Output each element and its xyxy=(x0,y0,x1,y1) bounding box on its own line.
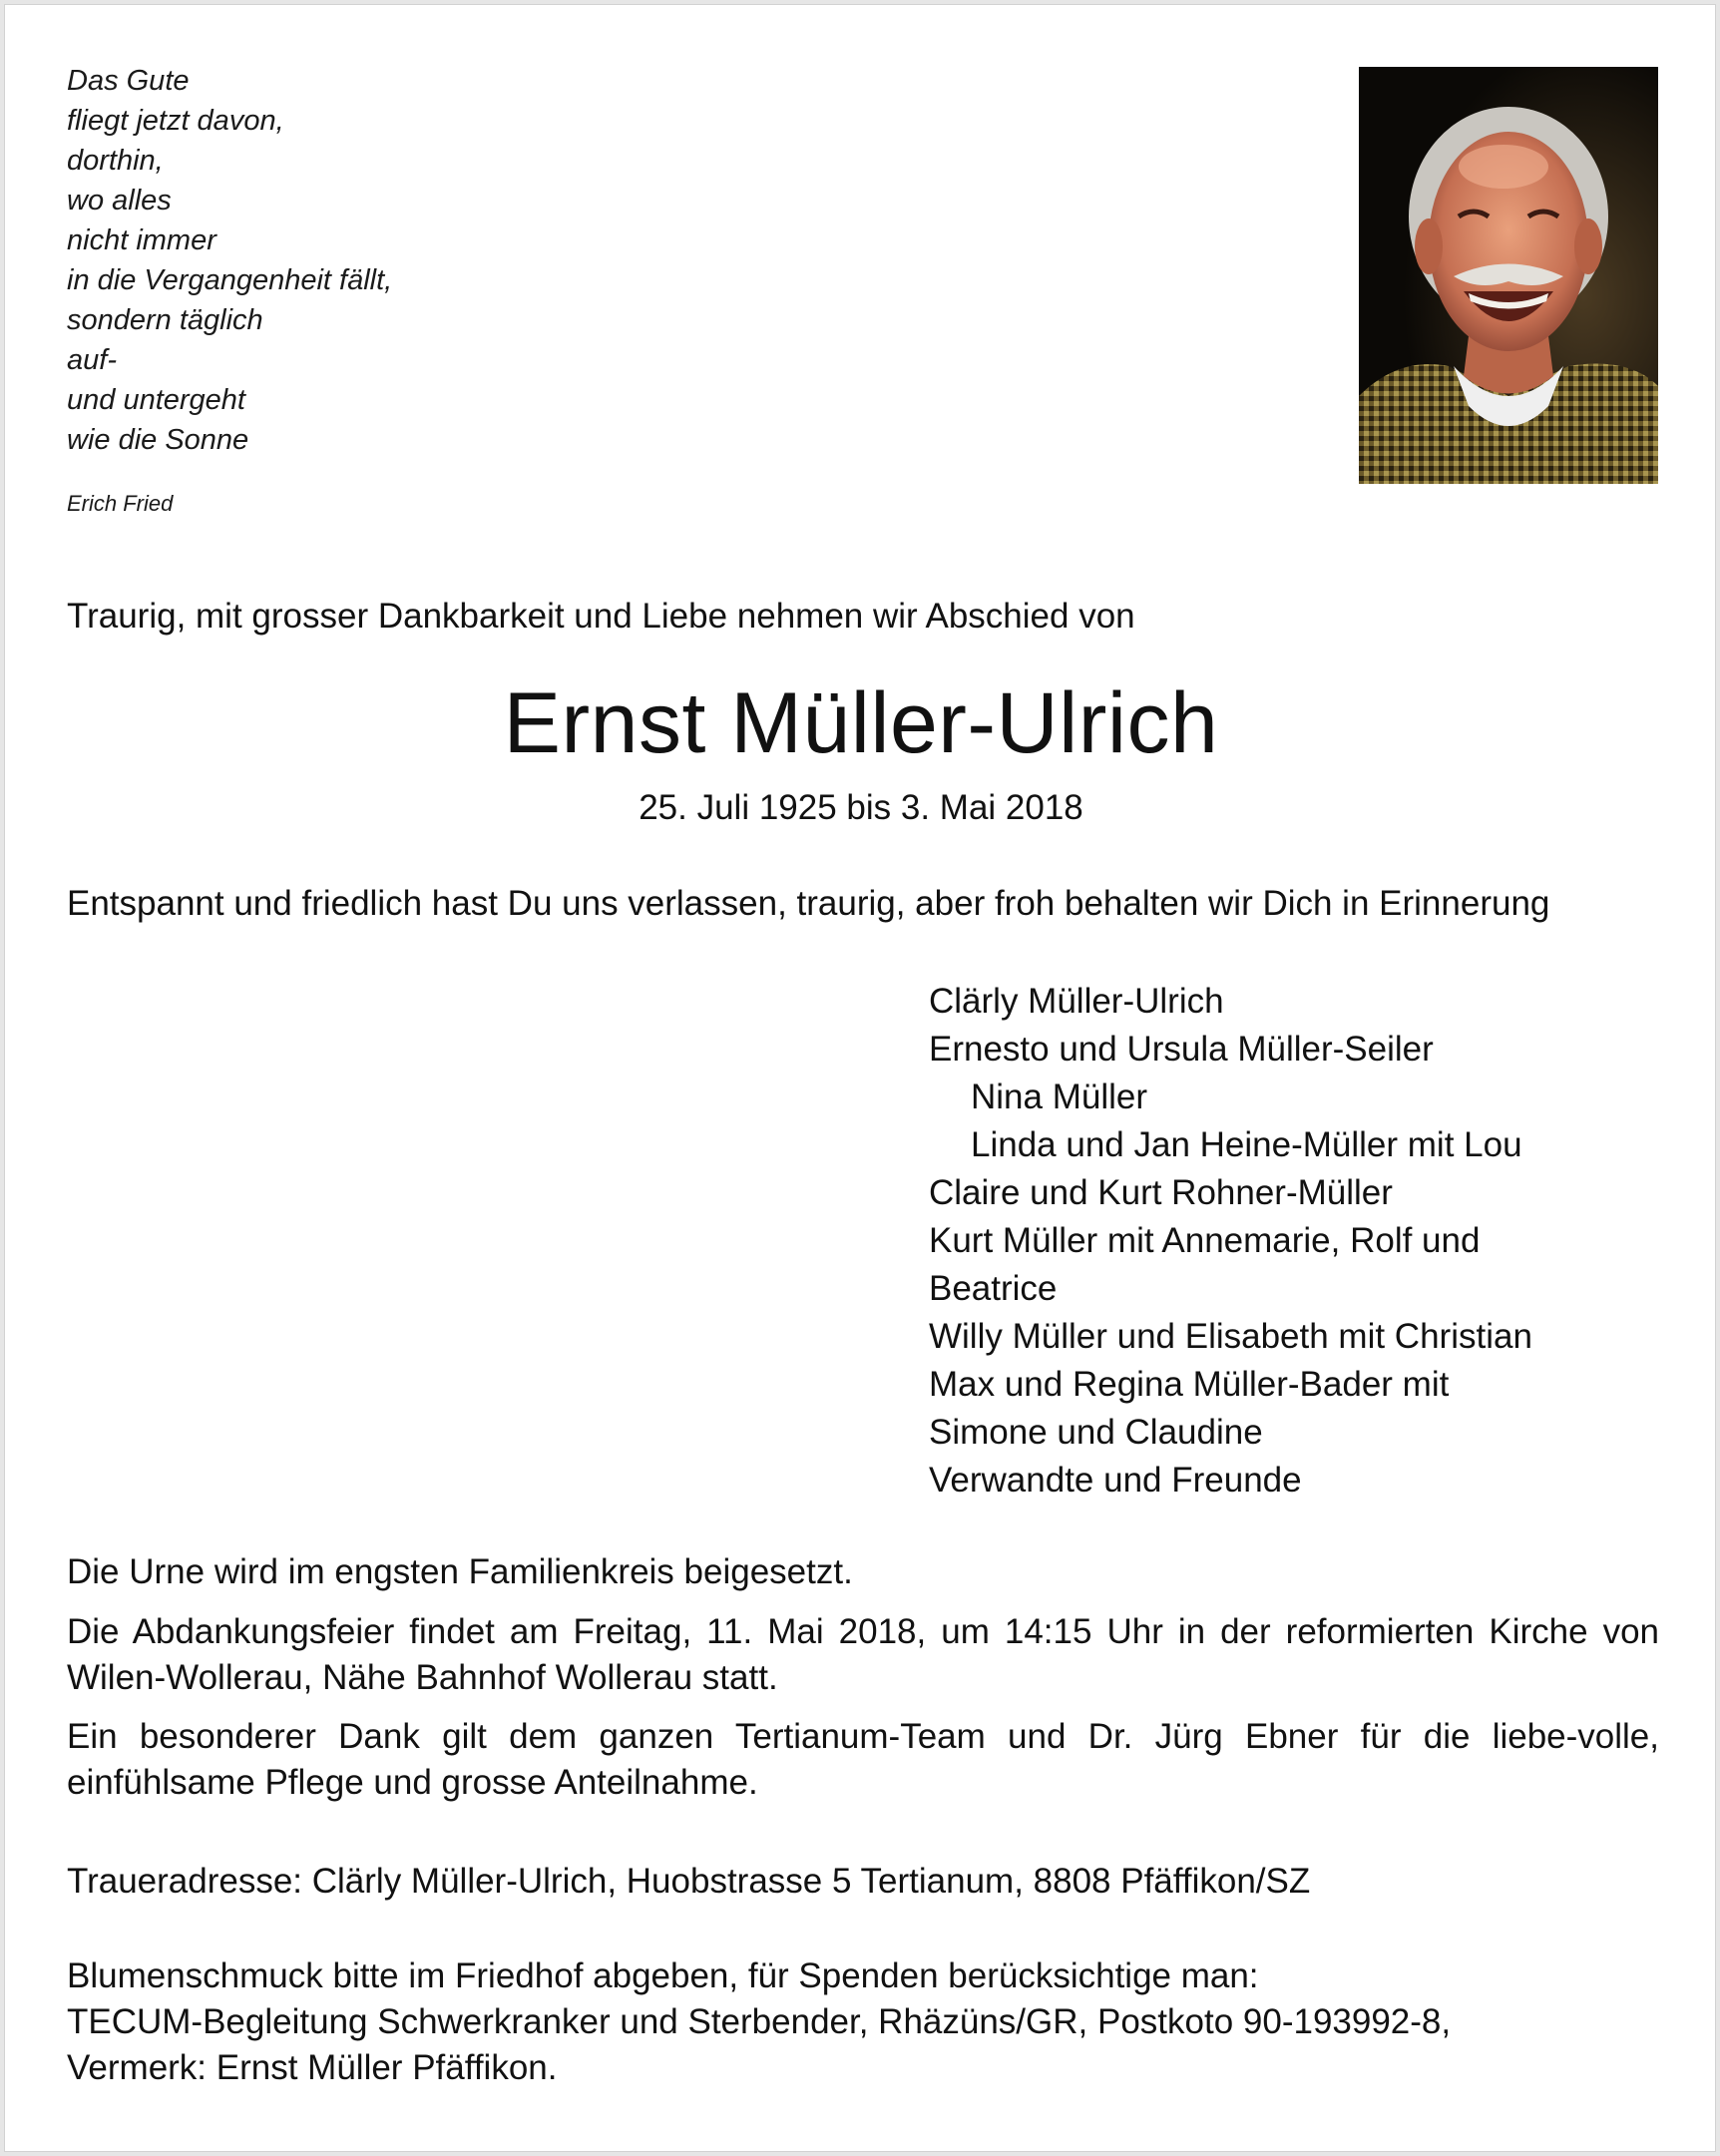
family-member: Clärly Müller-Ulrich xyxy=(929,982,1224,1021)
poem-author: Erich Fried xyxy=(67,491,174,516)
family-member: Verwandte und Freunde xyxy=(929,1461,1302,1500)
flowers-line: TECUM-Begleitung Schwerkranker und Sterbender, Rhäzüns/GR, Postkoto 90-193992-8, xyxy=(67,2002,1452,2041)
poem-line: und untergeht xyxy=(67,384,245,416)
poem-line: auf- xyxy=(67,344,117,376)
life-dates: 25. Juli 1925 bis 3. Mai 2018 xyxy=(639,788,1083,827)
poem-line: wo alles xyxy=(67,185,172,216)
ceremony-notice: Die Abdankungsfeier findet am Freitag, 11. Mai 2018, um 14:15 Uhr in der reformierten Kirche von Wilen-Wollerau, Nähe Bahnhof Wollerau statt. xyxy=(67,1612,1659,1697)
poem-line: sondern täglich xyxy=(67,304,263,336)
family-member: Beatrice xyxy=(929,1269,1058,1308)
family-member: Kurt Müller mit Annemarie, Rolf und xyxy=(929,1221,1481,1260)
mourning-address: Traueradresse: Clärly Müller-Ulrich, Huobstrasse 5 Tertianum, 8808 Pfäffikon/SZ xyxy=(67,1862,1311,1901)
deceased-name: Ernst Müller-Ulrich xyxy=(503,675,1219,771)
thanks-notice: Ein besonderer Dank gilt dem ganzen Tertianum-Team und Dr. Jürg Ebner für die liebe-volle, einfühlsame Pflege und grosse Anteilnahme. xyxy=(67,1717,1659,1802)
family-member: Simone und Claudine xyxy=(929,1413,1263,1452)
family-member: Nina Müller xyxy=(971,1078,1147,1116)
portrait-photo xyxy=(1359,67,1658,484)
flowers-line: Vermerk: Ernst Müller Pfäffikon. xyxy=(67,2048,558,2087)
poem xyxy=(67,61,765,460)
flowers-donation-notice xyxy=(67,1953,1659,2091)
poem-line: Das Gute xyxy=(67,65,190,97)
flowers-line: Blumenschmuck bitte im Friedhof abgeben, für Spenden berücksichtige man: xyxy=(67,1956,1259,1995)
poem-line: in die Vergangenheit fällt, xyxy=(67,264,393,296)
poem-line: nicht immer xyxy=(67,224,216,256)
poem-line: dorthin, xyxy=(67,145,164,177)
family-member: Claire und Kurt Rohner-Müller xyxy=(929,1173,1393,1212)
family-member: Ernesto und Ursula Müller-Seiler xyxy=(929,1030,1434,1069)
family-member: Willy Müller und Elisabeth mit Christian xyxy=(929,1317,1532,1356)
poem-line: fliegt jetzt davon, xyxy=(67,105,284,137)
urn-notice: Die Urne wird im engsten Familienkreis beigesetzt. xyxy=(67,1552,853,1591)
family-member: Linda und Jan Heine-Müller mit Lou xyxy=(971,1125,1522,1164)
obituary-page xyxy=(4,4,1716,2152)
poem-line: wie die Sonne xyxy=(67,424,249,456)
intro-text: Traurig, mit grosser Dankbarkeit und Liebe nehmen wir Abschied von xyxy=(67,597,1135,636)
farewell-text: Entspannt und friedlich hast Du uns verlassen, traurig, aber froh behalten wir Dich in Erinnerung xyxy=(67,884,1550,923)
family-list xyxy=(929,978,1667,1505)
family-member: Max und Regina Müller-Bader mit xyxy=(929,1365,1450,1404)
